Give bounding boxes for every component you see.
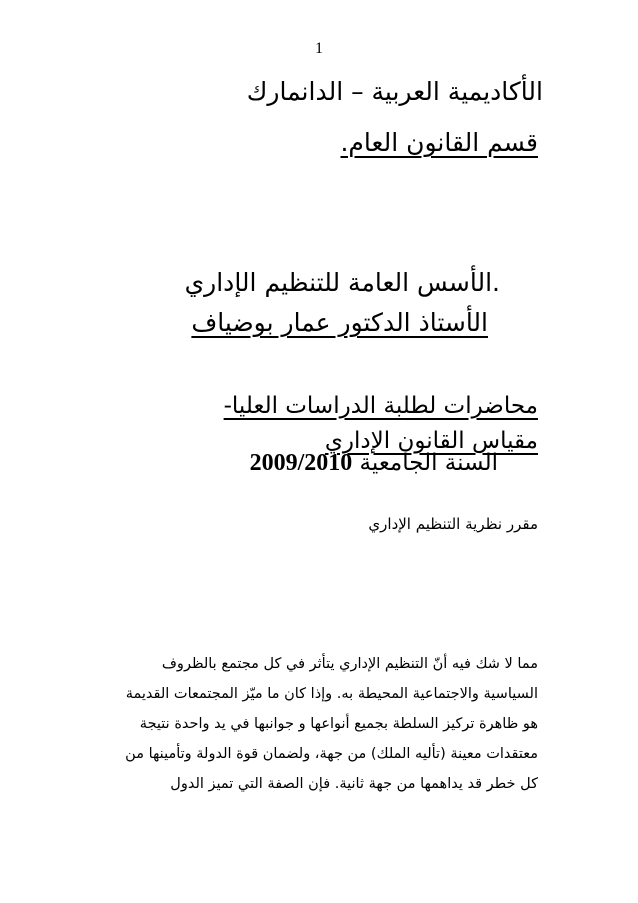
body-line-2: السياسية والاجتماعية المحيطة به. وإذا كان ما ميّز المجتمعات القديمة xyxy=(125,686,538,702)
lectures-line: محاضرات لطلبة الدراسات العليا- xyxy=(223,393,538,419)
academic-year xyxy=(250,450,498,477)
department-title: قسم القانون العام. xyxy=(340,128,538,157)
body-line-3: هو ظاهرة تركيز السلطة بجميع أنواعها و جوانبها في يد واحدة نتيجة xyxy=(139,716,538,732)
lecture-title: .الأسس العامة للتنظيم الإداري xyxy=(184,268,500,297)
body-line-5: كل خطر قد يداهمها من جهة ثانية. فإن الصفة التي تميز الدول xyxy=(170,776,538,792)
body-line-4: معتقدات معينة (تأليه الملك) من جهة، ولضمان قوة الدولة وتأمينها من xyxy=(125,746,538,762)
course-line: مقياس القانون الإداري xyxy=(324,428,538,454)
academy-title: الأكاديمية العربية – الدانمارك xyxy=(246,77,543,106)
page-number: 1 xyxy=(315,40,323,57)
professor-name: الأستاذ الدكتور عمار بوضياف xyxy=(191,308,488,337)
syllabus-line: مقرر نظرية التنظيم الإداري xyxy=(368,515,538,533)
year-value: 2009/2010 xyxy=(249,450,353,476)
year-label: السنة الجامعية xyxy=(359,450,498,476)
body-line-1: مما لا شك فيه أنّ التنظيم الإداري يتأثر في كل مجتمع بالظروف xyxy=(161,656,538,672)
